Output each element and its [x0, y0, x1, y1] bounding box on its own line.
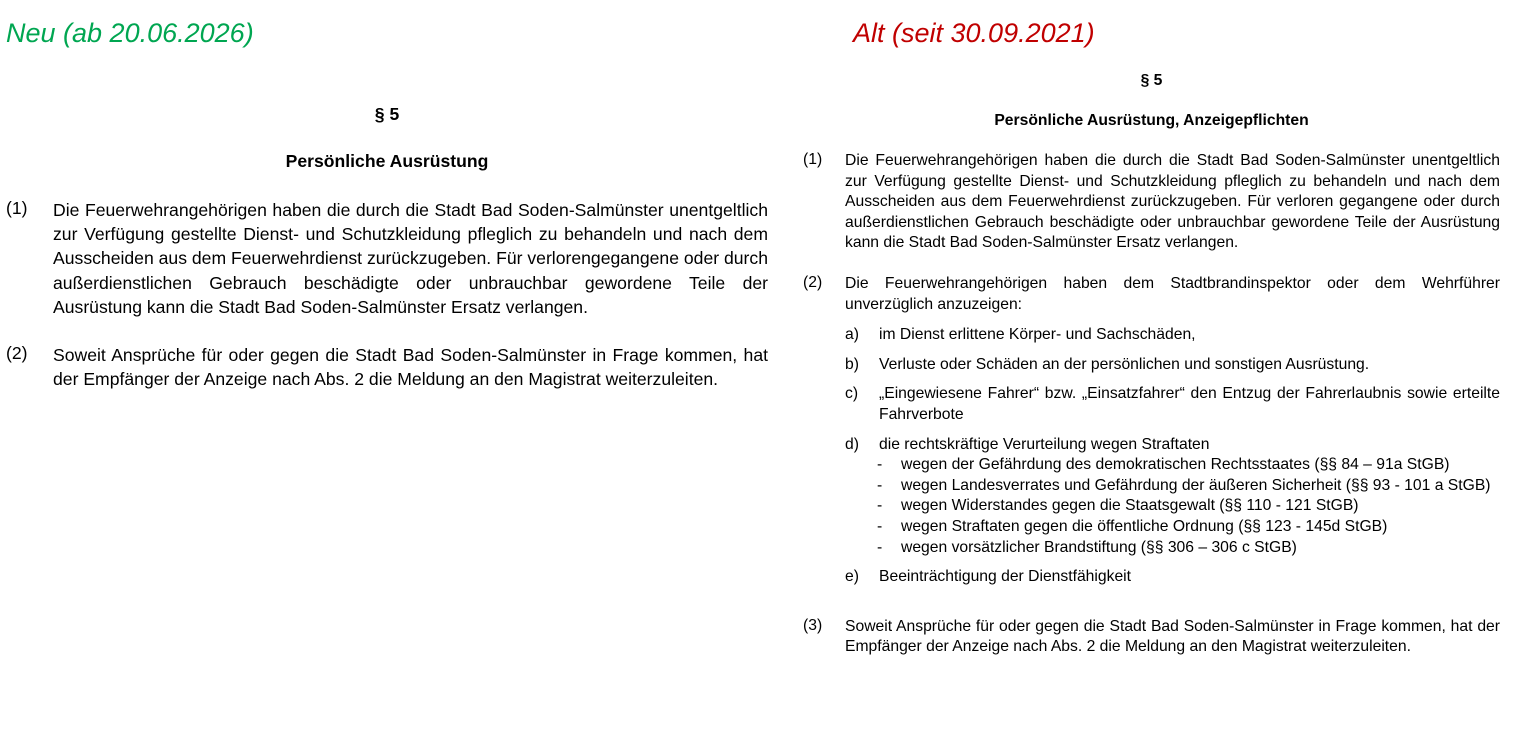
paragraph [6, 343, 768, 391]
paragraph-number: (2) [803, 273, 823, 291]
sub-item [877, 496, 1500, 517]
new-version-heading: Neu (ab 20.06.2026) [6, 18, 254, 48]
sub-list [877, 455, 1500, 558]
section-number: § 5 [374, 104, 400, 124]
paragraph-number: (2) [6, 343, 28, 364]
sub-item-text: wegen Straftaten gegen die öffentliche Ordnung (§§ 123 - 145d StGB) [901, 517, 1388, 535]
paragraph-number: (3) [803, 616, 823, 634]
old-version-column [803, 71, 1500, 678]
sub-item [877, 517, 1500, 538]
sub-item [877, 538, 1500, 559]
item-text: „Eingewiesene Fahrer“ bzw. „Einsatzfahrer“ den Entzug der Fahrerlaubnis sowie erteilte Fahrverbote [879, 385, 1500, 423]
sub-item [877, 476, 1500, 497]
section-number: § 5 [1140, 72, 1163, 89]
item-label: a) [845, 326, 859, 344]
section-title: Persönliche Ausrüstung [285, 151, 489, 171]
item-label: d) [845, 435, 859, 453]
item-text: Verluste oder Schäden an der persönlichen und sonstigen Ausrüstung. [879, 355, 1370, 373]
list-item [845, 384, 1500, 425]
paragraph [6, 198, 768, 319]
paragraph [803, 151, 1500, 254]
paragraph-text: Soweit Ansprüche für oder gegen die Stadt Bad Soden-Salmünster in Frage kommen, hat der Empfänger der Anzeige nach Abs. 2 die Meldung an den Magistrat weiterzuleiten. [845, 617, 1500, 656]
section-title: Persönliche Ausrüstung, Anzeigepflichten [994, 112, 1309, 129]
item-label: c) [845, 385, 859, 403]
paragraph [803, 274, 1500, 597]
paragraph [803, 617, 1500, 658]
paragraph-text: Soweit Ansprüche für oder gegen die Stadt Bad Soden-Salmünster in Frage kommen, hat der Empfänger der Anzeige nach Abs. 2 die Meldung an den Magistrat weiterzuleiten. [53, 345, 768, 390]
dash-bullet: - [877, 476, 883, 494]
item-text: die rechtskräftige Verurteilung wegen Straftaten [879, 435, 1210, 453]
dash-bullet: - [877, 517, 883, 535]
list-item [845, 355, 1500, 376]
sub-item-text: wegen der Gefährdung des demokratischen Rechtsstaates (§§ 84 – 91a StGB) [901, 456, 1450, 474]
sub-item-text: wegen vorsätzlicher Brandstiftung (§§ 306 – 306 c StGB) [901, 538, 1297, 556]
dash-bullet: - [877, 497, 883, 515]
new-version-column [6, 104, 768, 415]
list-item [845, 567, 1500, 588]
dash-bullet: - [877, 538, 883, 556]
paragraph-number: (1) [803, 151, 823, 168]
paragraph-number: (1) [6, 198, 28, 218]
item-body [879, 435, 1500, 559]
item-text: Beeinträchtigung der Dienstfähigkeit [879, 568, 1132, 586]
dash-bullet: - [877, 456, 883, 474]
list-item [845, 325, 1500, 346]
paragraph-body [845, 274, 1500, 597]
sub-item [877, 455, 1500, 476]
paragraph-text: Die Feuerwehrangehörigen haben die durch die Stadt Bad Soden-Salmünster unentgeltlich zur Verfügung gestellte Dienst- und Schutzkleidung pfleglich zu behandeln und nach dem Ausscheiden aus dem Feuerwehrdienst zurückzugeben. Für verloren gegangene oder durch außerdienstlichen Gebrauch beschädigte oder unbrauchbar gewordene Teile der Ausrüstung kann die Stadt Bad Soden-Salmünster Ersatz verlangen. [845, 152, 1500, 252]
paragraph-text: Die Feuerwehrangehörigen haben die durch die Stadt Bad Soden-Salmünster unentgeltlich zur Verfügung gestellte Dienst- und Schutzkleidung pfleglich zu behandeln und nach dem Ausscheiden aus dem Feuerwehrdienst zurückzugeben. Für verlorengegangene oder durch außerdienstlichen Gebrauch beschädigte oder unbrauchbar gewordene Teile der Ausrüstung kann die Stadt Bad Soden-Salmünster Ersatz verlangen. [53, 200, 768, 317]
paragraph-text: Die Feuerwehrangehörigen haben dem Stadtbrandinspektor oder dem Wehrführer unverzüglich anzuzeigen: [845, 274, 1500, 313]
sub-item-text: wegen Landesverrates und Gefährdung der äußeren Sicherheit (§§ 93 - 101 a StGB) [901, 476, 1491, 494]
sub-item-text: wegen Widerstandes gegen die Staatsgewalt (§§ 110 - 121 StGB) [901, 497, 1359, 515]
item-label: b) [845, 355, 859, 373]
item-text: im Dienst erlittene Körper- und Sachschäden, [879, 326, 1196, 344]
item-label: e) [845, 568, 859, 586]
list-item [845, 435, 1500, 559]
old-version-heading: Alt (seit 30.09.2021) [853, 18, 1095, 48]
item-list [845, 325, 1500, 588]
